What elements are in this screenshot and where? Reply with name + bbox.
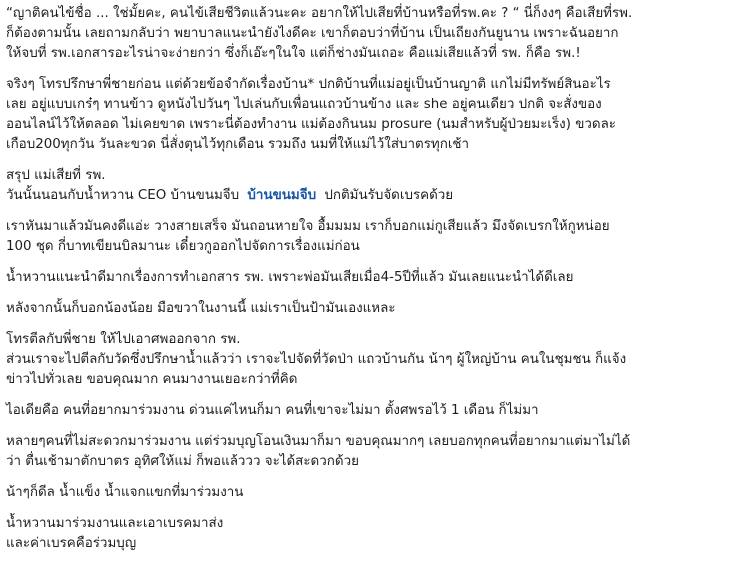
summary-line: สรุป แม่เสียที่ รพ. [6, 168, 106, 183]
post-paragraph-11: น้ำหวานมาร่วมงานและเอาเบรคมาส่ง และค่าเบรคคือร่วมบุญ [6, 516, 224, 551]
post-paragraph-1: “ญาติคนไข้ชื่อ ... ใช่มั้ยคะ, คนไข้เสียชีวิตแล้วนะคะ อยากให้ไปเสียที่บ้านหรือที่รพ.คะ ? “ นี่ก็งงๆ คือเสียที่รพ. ก็ต้องตามนั้น เลยถามกลับว่า พยาบาลแนะนำยังไงดีคะ เขาก็ตอบว่าที่บ้าน เป็นเถียงกันยูนาน เพราะฉันอยาก ให้จบที่ รพ.เอกสารอะไรน่าจะง่ายกว่า ซึ่งก็เอ๊ะๆในใจ แต่ก็ช่างมันเถอะ คือแม่เสียแล้วที่ รพ. ก็คือ รพ.! [6, 6, 633, 61]
post-paragraph-7: โทรตีลกับพี่ชาย ให้ไปเอาศพออกจาก รพ. ส่วนเราจะไปตีลกับวัดซึ่งปรึกษาน้ำแล้วว่า เราจะไปจัดที่วัดป่า แถวบ้านกัน น้าๆ ผู้ใหญ่บ้าน คนในชุมชน ก็แจ้ง ข่าวไปทั่วเลย ขอบคุณมาก คนมางานเยอะกว่าที่คิด [6, 332, 627, 387]
post-paragraph-3 [6, 166, 731, 206]
post-paragraph-8: ไอเดียคือ คนที่อยากมาร่วมงาน ด่วนแค่ไหนก็มา คนที่เขาจะไม่มา ตั้งศพรอไว้ 1 เดือน ก็ไม่มา [6, 403, 539, 418]
shop-link[interactable]: บ้านขนมจีบ [247, 188, 317, 203]
post-paragraph-4: เราหันมาแล้วมันคงดีแอ่ะ วางสายเสร็จ มันถอนหายใจ อื้มมมม เราก็บอกแม่กูเสียแล้ว มึงจัดเบรกให้กูหน่อย 100 ชุด กี่บาทเขียนบิลมานะ เดี๋ยวกูออกไปจัดการเรื่องแม่ก่อน [6, 219, 610, 254]
post-paragraph-5: น้ำหวานแนะนำดีมากเรื่องการทำเอกสาร รพ. เพราะพ่อมันเสียเมื่อ4-5ปีที่แล้ว มันเลยแนะนำได้ดีเลย [6, 270, 574, 285]
post-paragraph-10: น้าๆก็ดีล น้ำแข็ง น้ำแจกแขกที่มาร่วมงาน [6, 485, 244, 500]
post-paragraph-2: จริงๆ โทรปรึกษาพี่ชายก่อน แต่ด้วยข้อจำกัดเรื่องบ้าน* ปกติบ้านที่แม่อยู่เป็นบ้านญาติ แกไม่มีทรัพย์สินอะไร เลย อยู่แบบเกร๋ๆ ทานข้าว ดูหนังไปวันๆ ไปเล่นกับเพื่อนแถวบ้านข้าง และ she อยู่คนเดียว ปกติ จะสั่งของ ออนไลน์ไว้ให้ตลอด ไม่เคยขาด เพราะนี่ต้องทำงาน แม่ต้องกินนม prosure (นมสำหรับผู้ป่วยมะเร็ง) ขวดละ เกือบ200ทุกวัน วันละขวด นี่สั่งตุนไว้ทุกเดือน รวมถึง นมที่ให้แม่ไว้ใส่บาตรทุกเช้า [6, 77, 616, 152]
post-paragraph-6: หลังจากนั้นก็บอกน้องน้อย มือขวาในงานนี้ แม่เราเป็นป้ามันเองแหละ [6, 301, 396, 316]
post-paragraph-9: หลายๆคนที่ไม่สะดวกมาร่วมงาน แต่ร่วมบุญโอนเงินมาก็มา ขอบคุณมากๆ เลยบอกทุกคนที่อยากมาแต่มาไม่ได้ ว่า ตื่นเช้ามาตักบาตร อุทิศให้แม่ ก็พอแล้ววว จะได้สะดวกด้วย [6, 434, 631, 469]
ceo-line-suffix: ปกติมันรับจัดเบรคด้วย [324, 188, 454, 203]
ceo-line-prefix: วันนั้นนอนกับน้ำหวาน CEO บ้านขนมจีบ [6, 188, 240, 203]
